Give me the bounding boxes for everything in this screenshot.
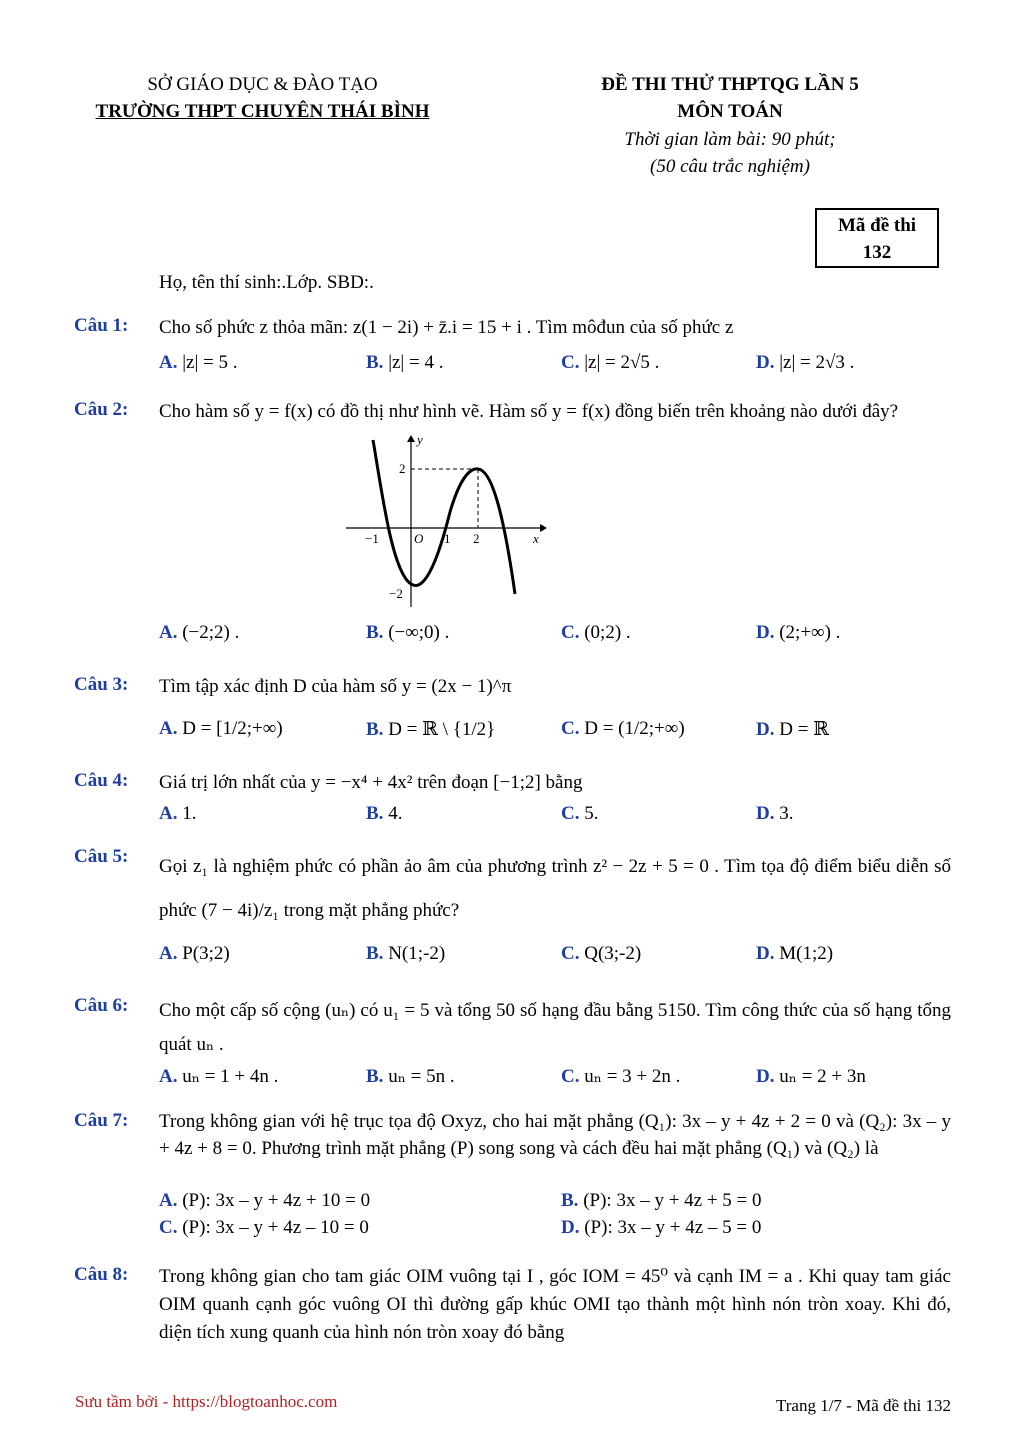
option-letter: C. [561, 352, 580, 373]
option-letter: B. [561, 1190, 579, 1211]
question-1-options [159, 352, 951, 382]
exam-title: ĐỀ THI THỬ THPTQG LẦN 5 [601, 74, 859, 95]
option-letter: D. [561, 1217, 580, 1238]
q6-option-c[interactable]: C. uₙ = 3 + 2n . [561, 1066, 681, 1087]
question-7-options-row2 [159, 1217, 951, 1247]
exam-code-box [815, 208, 939, 268]
question-1-text: Cho số phức z thỏa mãn: z(1 − 2i) + z̄.i = 15 + i . Tìm môđun của số phức z [159, 317, 734, 338]
option-letter: D. [756, 943, 775, 964]
y-tick-neg2: −2 [389, 586, 403, 601]
department-name: SỞ GIÁO DỤC & ĐÀO TẠO [147, 74, 378, 95]
question-7-options-row1 [159, 1190, 951, 1220]
student-info-line: Họ, tên thí sinh:.Lớp. SBD:. [159, 272, 374, 293]
option-letter: A. [159, 718, 178, 739]
x-tick-2: 2 [473, 531, 480, 546]
question-6-text: Cho một cấp số cộng (uₙ) có u₁ = 5 và tổng 50 số hạng đầu bằng 5150. Tìm công thức của số hạng tổng quát uₙ . [159, 1000, 951, 1055]
q3-option-a[interactable]: A. D = [1/2;+∞) [159, 718, 283, 739]
question-4-options [159, 803, 951, 833]
question-2-options [159, 622, 951, 652]
option-letter: D. [756, 1066, 775, 1087]
q5-option-c[interactable]: C. Q(3;-2) [561, 943, 642, 964]
school-name: TRƯỜNG THPT CHUYÊN THÁI BÌNH [95, 101, 430, 122]
question-6-options [159, 1065, 951, 1095]
q2-option-c[interactable]: C. (0;2) . [561, 622, 631, 643]
question-6-label: Câu 6: [74, 995, 129, 1016]
question-5-label: Câu 5: [74, 846, 129, 867]
question-5-text: Gọi z₁ là nghiệm phức có phần ảo âm của phương trình z² − 2z + 5 = 0 . Tìm tọa độ điểm biểu diễn số phức (7 − 4i)/z₁ trong mặt phẳng phức? [159, 856, 951, 921]
option-letter: A. [159, 943, 178, 964]
option-letter: A. [159, 352, 178, 373]
option-letter: B. [366, 352, 384, 373]
question-3-options [159, 718, 951, 748]
question-7-label: Câu 7: [74, 1110, 129, 1131]
x-axis-label: x [533, 531, 539, 546]
q1-option-a[interactable]: A. |z| = 5 . [159, 352, 238, 373]
question-8-text: Trong không gian cho tam giác OIM vuông tại I , góc IOM = 45⁰ và cạnh IM = a . Khi quay tam giác OIM quanh cạnh góc vuông OI thì đường gấp khúc OMI tạo thành một hình nón tròn xoay. Khi đó, diện tích xung quanh của hình nón tròn xoay đó bằng [159, 1266, 951, 1343]
option-letter: C. [159, 1217, 178, 1238]
option-letter: A. [159, 1190, 178, 1211]
question-3-text: Tìm tập xác định D của hàm số y = (2x − 1)^π [159, 676, 512, 697]
origin-label: O [414, 531, 424, 546]
q5-option-d[interactable]: D. M(1;2) [756, 943, 834, 964]
option-letter: A. [159, 1066, 178, 1087]
x-tick-1: 1 [444, 531, 451, 546]
exam-code-label: Mã đề thi [837, 215, 917, 236]
option-letter: C. [561, 622, 580, 643]
q7-option-b[interactable]: B. (P): 3x – y + 4z + 5 = 0 [561, 1190, 762, 1211]
question-4-text: Giá trị lớn nhất của y = −x⁴ + 4x² trên đoạn [−1;2] bằng [159, 772, 583, 793]
function-graph [340, 432, 550, 612]
q5-option-b[interactable]: B. N(1;-2) [366, 943, 446, 964]
q2-option-d[interactable]: D. (2;+∞) . [756, 622, 841, 643]
option-letter: C. [561, 803, 580, 824]
q6-option-a[interactable]: A. uₙ = 1 + 4n . [159, 1066, 279, 1087]
q3-option-b[interactable]: B. D = ℝ \ {1/2} [366, 719, 496, 740]
q7-option-a[interactable]: A. (P): 3x – y + 4z + 10 = 0 [159, 1190, 371, 1211]
x-axis-arrow [540, 524, 547, 532]
option-letter: A. [159, 803, 178, 824]
option-letter: B. [366, 622, 384, 643]
exam-code-value: 132 [862, 242, 892, 263]
option-letter: B. [366, 719, 384, 740]
q6-option-d[interactable]: D. uₙ = 2 + 3n [756, 1066, 866, 1087]
q6-option-b[interactable]: B. uₙ = 5n . [366, 1066, 455, 1087]
q5-option-a[interactable]: A. P(3;2) [159, 943, 230, 964]
question-2-text: Cho hàm số y = f(x) có đồ thị như hình vẽ. Hàm số y = f(x) đồng biến trên khoảng nào dưới đây? [159, 401, 899, 422]
question-4-label: Câu 4: [74, 770, 129, 791]
option-letter: B. [366, 803, 384, 824]
option-letter: D. [756, 622, 775, 643]
footer-source: Sưu tầm bởi - https://blogtoanhoc.com [75, 1392, 338, 1411]
exam-time: Thời gian làm bài: 90 phút; [624, 129, 836, 150]
footer-page-info: Trang 1/7 - Mã đề thi 132 [775, 1396, 951, 1415]
q4-option-d[interactable]: D. 3. [756, 803, 794, 824]
q1-option-d[interactable]: D. |z| = 2√3 . [756, 352, 855, 373]
q4-option-c[interactable]: C. 5. [561, 803, 599, 824]
question-8-label: Câu 8: [74, 1264, 129, 1285]
option-letter: C. [561, 718, 580, 739]
q3-option-d[interactable]: D. D = ℝ [756, 719, 829, 740]
subject: MÔN TOÁN [677, 101, 783, 122]
option-letter: D. [756, 719, 775, 740]
option-letter: D. [756, 803, 775, 824]
q2-option-b[interactable]: B. (−∞;0) . [366, 622, 450, 643]
q3-option-c[interactable]: C. D = (1/2;+∞) [561, 718, 685, 739]
question-count: (50 câu trắc nghiệm) [650, 156, 810, 177]
q7-option-c[interactable]: C. (P): 3x – y + 4z – 10 = 0 [159, 1217, 369, 1238]
q7-option-d[interactable]: D. (P): 3x – y + 4z – 5 = 0 [561, 1217, 762, 1238]
q4-option-b[interactable]: B. 4. [366, 803, 403, 824]
q2-option-a[interactable]: A. (−2;2) . [159, 622, 240, 643]
option-letter: C. [561, 943, 580, 964]
question-5-options [159, 943, 951, 973]
y-axis-arrow [407, 435, 415, 442]
option-letter: A. [159, 622, 178, 643]
function-curve [373, 440, 515, 594]
q1-option-c[interactable]: C. |z| = 2√5 . [561, 352, 660, 373]
option-letter: B. [366, 943, 384, 964]
y-tick-2: 2 [399, 461, 406, 476]
option-letter: B. [366, 1066, 384, 1087]
question-2-label: Câu 2: [74, 399, 129, 420]
question-3-label: Câu 3: [74, 674, 129, 695]
x-tick-neg1: −1 [365, 531, 379, 546]
question-7-text: Trong không gian với hệ trục tọa độ Oxyz, cho hai mặt phẳng (Q₁): 3x – y + 4z + 2 = 0 và (Q₂): 3x – y + 4z + 8 = 0. Phương trình mặt phẳng (P) song song và cách đều hai mặt phẳng (Q₁) và (Q₂) là [159, 1111, 951, 1159]
q1-option-b[interactable]: B. |z| = 4 . [366, 352, 444, 373]
y-axis-label: y [417, 432, 423, 447]
option-letter: C. [561, 1066, 580, 1087]
option-letter: D. [756, 352, 775, 373]
question-1-label: Câu 1: [74, 315, 129, 336]
q4-option-a[interactable]: A. 1. [159, 803, 197, 824]
